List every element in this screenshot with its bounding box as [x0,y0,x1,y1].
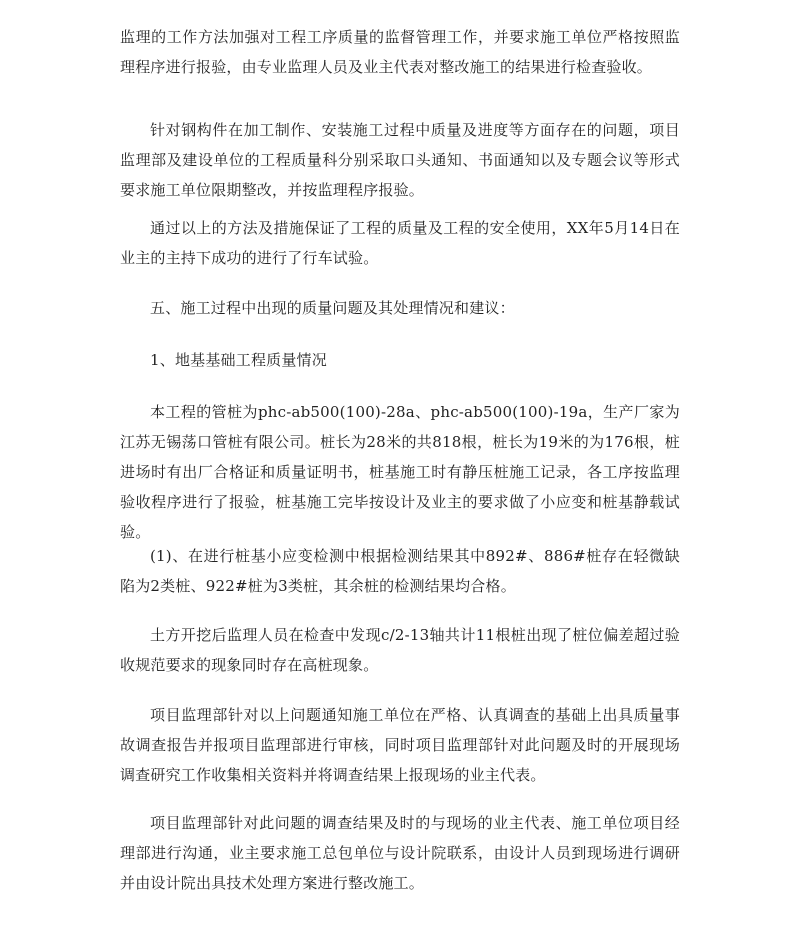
paragraph-pipe-piles: 本工程的管桩为phc-ab500(100)-28a、phc-ab500(100)-19a，生产厂家为江苏无锡荡口管桩有限公司。桩长为28米的共818根，桩长为19米的为176根，桩进场时有出厂合格证和质量证明书，桩基施工时有静压桩施工记录，各工序按监理验收程序进行了报验，桩基施工完毕按设计及业主的要求做了小应变和桩基静载试验。 [120,403,680,541]
paragraph-rectification: 项目监理部针对此问题的调查结果及时的与现场的业主代表、施工单位项目经理部进行沟通，业主要求施工总包单位与设计院联系，由设计人员到现场进行调研并由设计院出具技术处理方案进行整改施工。 [120,814,680,892]
paragraph-investigation-report: 项目监理部针对以上问题通知施工单位在严格、认真调查的基础上出具质量事故调查报告并报项目监理部进行审核，同时项目监理部针对此问题及时的开展现场调查研究工作收集相关资料并将调查结果上报现场的业主代表。 [120,706,680,784]
paragraph-crane-test: 通过以上的方法及措施保证了工程的质量及工程的安全使用，XX年5月14日在业主的主持下成功的进行了行车试验。 [120,219,680,267]
paragraph-pile-testing: (1)、在进行桩基小应变检测中根据检测结果其中892#、886#桩存在轻微缺陷为2类桩、922#桩为3类桩，其余桩的检测结果均合格。 [120,547,680,595]
section-heading-quality-issues: 五、施工过程中出现的质量问题及其处理情况和建议： [150,299,515,317]
paragraph-supervision-method: 监理的工作方法加强对工程工序质量的监督管理工作，并要求施工单位严格按照监理程序进行报验，由专业监理人员及业主代表对整改施工的结果进行检查验收。 [120,28,680,76]
subsection-heading-foundation: 1、地基基础工程质量情况 [150,351,327,369]
paragraph-pile-deviation: 土方开挖后监理人员在检查中发现c/2-13轴共计11根桩出现了桩位偏差超过验收规范要求的现象同时存在高桩现象。 [120,626,680,674]
paragraph-steel-component-issues: 针对钢构件在加工制作、安装施工过程中质量及进度等方面存在的问题，项目监理部及建设单位的工程质量科分别采取口头通知、书面通知以及专题会议等形式要求施工单位限期整改，并按监理程序报验。 [120,121,680,199]
